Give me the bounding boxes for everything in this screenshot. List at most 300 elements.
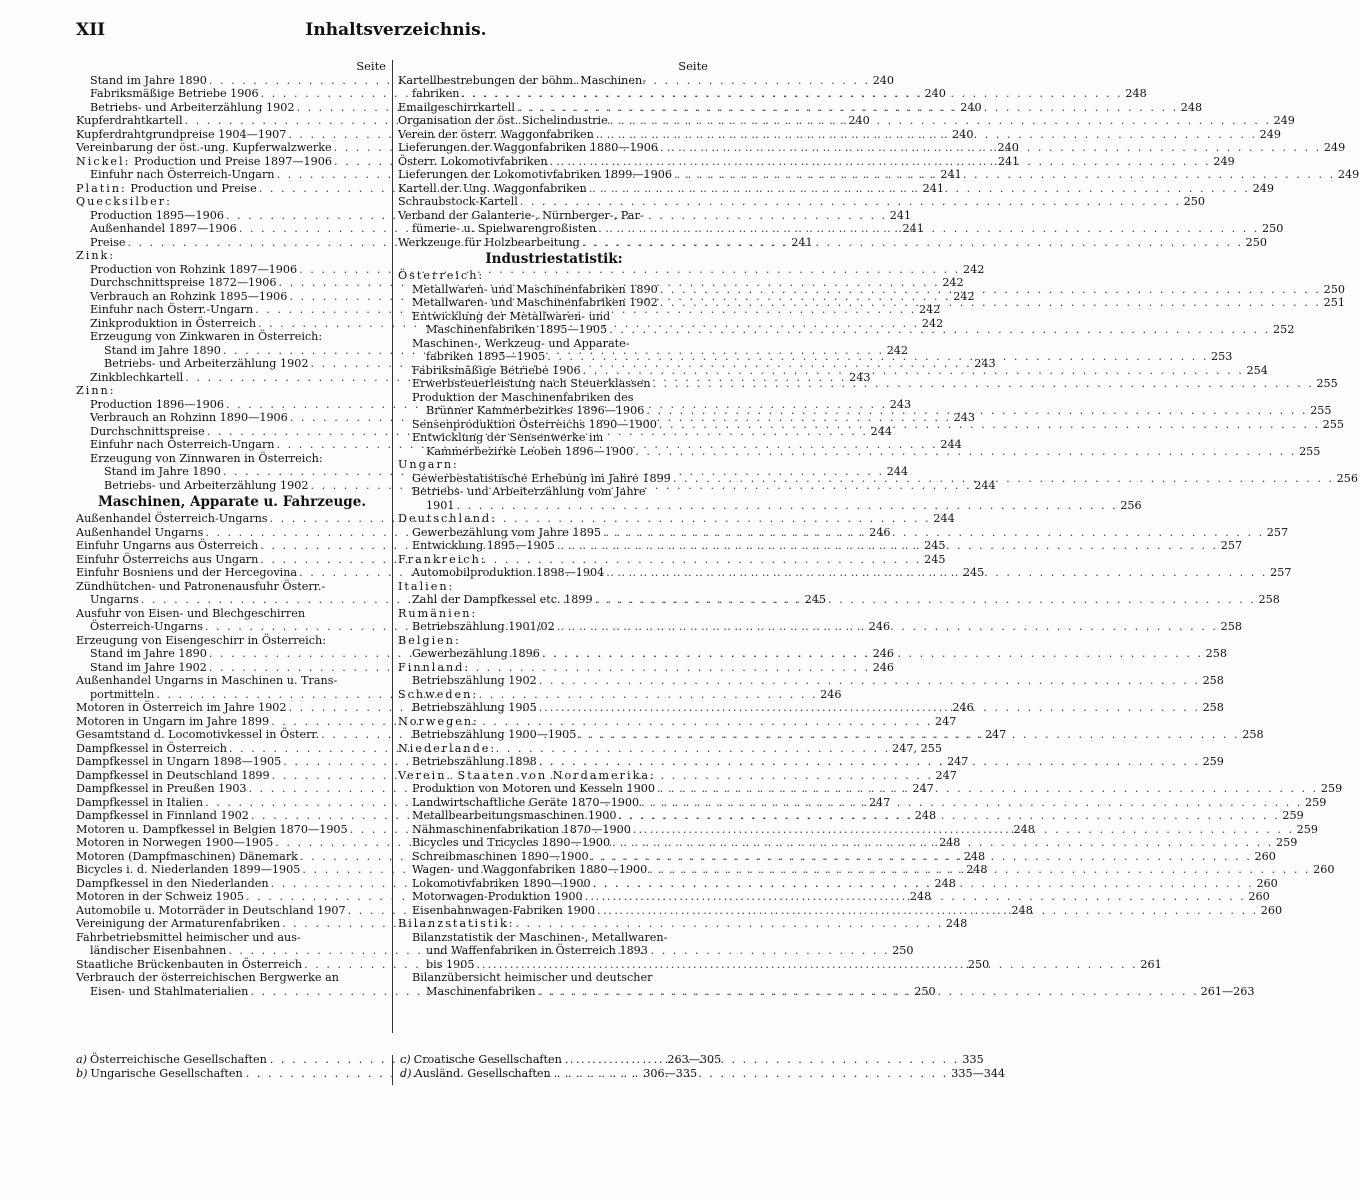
toc-line xyxy=(76,674,388,688)
toc-label: Erwerbsteuerleistung nach Steuerklassen xyxy=(412,377,651,390)
toc-label: Betriebszählung 1898 xyxy=(412,755,537,768)
toc-continuation: Österreich-Ungarns xyxy=(90,620,203,633)
toc-entry xyxy=(398,607,710,621)
leader-dots xyxy=(649,863,1310,877)
toc-line xyxy=(76,931,388,945)
page-ref: 252 xyxy=(1272,323,1295,336)
leader-dots xyxy=(554,1067,949,1081)
toc-category: Zinn: xyxy=(76,384,116,397)
toc-text xyxy=(398,715,479,729)
page-ref: 256 xyxy=(1120,498,1142,512)
toc-text xyxy=(76,836,273,850)
toc-text xyxy=(76,850,298,864)
leader-dots xyxy=(582,236,1243,250)
toc-category: Deutschland: xyxy=(398,512,497,525)
toc-line xyxy=(398,769,710,783)
page-ref: 249 xyxy=(1273,114,1295,127)
page-ref: 246 xyxy=(952,701,974,714)
leader-dots xyxy=(660,141,1321,155)
toc-label: Betriebszählung 1902 xyxy=(412,674,537,687)
toc-label: Außenhandel 1897—1906 xyxy=(90,222,237,235)
toc-line xyxy=(398,715,710,729)
toc-continuation: Ungarns xyxy=(90,593,139,606)
toc-text xyxy=(76,674,337,688)
toc-continuation: Kammerbezirke Leoben 1896—1900 xyxy=(426,444,634,458)
toc-label: Automobilproduktion 1898—1904 xyxy=(412,566,605,579)
page-ref: 242 xyxy=(953,289,975,303)
toc-text xyxy=(104,465,221,479)
page-ref: 248 xyxy=(1180,100,1203,114)
toc-label: Zinkblechkartell xyxy=(90,370,184,384)
page-ref: 255 xyxy=(1316,377,1338,390)
toc-label: Einfuhr Bosniens und der Hercegovina xyxy=(76,566,298,579)
page-ref: 260 xyxy=(1313,863,1335,876)
page-ref: 255 xyxy=(1299,444,1321,458)
footer-letter: a) xyxy=(76,1053,88,1066)
toc-text xyxy=(76,539,258,553)
toc-text xyxy=(412,485,646,499)
toc-text xyxy=(90,168,275,182)
leader-dots xyxy=(603,526,1264,540)
toc-label: Betriebs- und Arbeiterzählung vom Jahre xyxy=(412,485,646,498)
toc-text xyxy=(412,364,581,378)
toc-line xyxy=(412,944,710,958)
toc-continuation: fümerie- u. Spielwarengroßisten xyxy=(412,222,597,235)
page-ref: 242 xyxy=(921,316,944,330)
toc-text xyxy=(90,101,294,115)
page-ref: 260 xyxy=(1248,890,1270,903)
leader-dots xyxy=(660,283,1321,297)
toc-text xyxy=(412,701,537,715)
page-ref: 244 xyxy=(974,478,996,492)
toc-label: Lokomotivfabriken 1890—1900 xyxy=(412,876,591,890)
leader-dots xyxy=(598,222,1259,236)
page-ref: 243 xyxy=(953,411,975,424)
leader-dots xyxy=(565,1053,960,1067)
toc-text xyxy=(412,904,595,918)
toc-line xyxy=(398,195,1205,209)
column-divider xyxy=(392,60,393,1033)
leader-dots xyxy=(557,539,1218,553)
page-number: XII xyxy=(76,20,106,40)
toc-text xyxy=(412,971,652,985)
toc-label: Entwicklung der Metallwaren- und xyxy=(412,309,611,323)
seite-label: Seite xyxy=(678,59,708,73)
toc-label: Durchschnittspreise 1872—1906 xyxy=(90,276,277,289)
toc-label: Stand im Jahre 1890 xyxy=(90,73,207,87)
toc-text xyxy=(398,512,497,526)
toc-text xyxy=(412,539,555,553)
toc-label: Einfuhr nach Österreich-Ungarn xyxy=(90,168,275,181)
toc-line xyxy=(398,269,710,283)
page-ref: 250 xyxy=(1245,235,1268,249)
toc-entry xyxy=(76,330,388,344)
toc-label: Betriebs- und Arbeiterzählung 1902 xyxy=(90,100,295,114)
toc-text xyxy=(412,931,667,945)
toc-text xyxy=(412,310,610,324)
toc-entry xyxy=(398,715,710,729)
page-ref: 247 xyxy=(947,755,969,768)
page-ref: 260 xyxy=(1260,903,1283,917)
toc-label: Zinkproduktion in Österreich xyxy=(90,316,257,330)
toc-category: Verein. Staaten von Nordamerika: xyxy=(398,768,656,782)
page-ref: 245 xyxy=(924,539,946,552)
toc-label: Durchschnittspreise xyxy=(90,424,205,438)
toc-label: Erzeugung von Zinnwaren in Österreich: xyxy=(90,451,323,465)
toc-line xyxy=(76,971,388,985)
toc-entry xyxy=(76,384,388,398)
toc-text xyxy=(76,141,332,155)
toc-text xyxy=(76,823,348,837)
page-ref: 244 xyxy=(940,438,962,451)
toc-line xyxy=(76,384,388,398)
toc-label: Kupferdrahtgrundpreise 1904—1907 xyxy=(76,127,287,141)
footer-letter: d) xyxy=(400,1067,412,1080)
toc-line xyxy=(412,431,710,445)
toc-line xyxy=(412,674,1224,688)
toc-text xyxy=(76,904,346,918)
toc-text xyxy=(90,87,259,101)
page-ref: 247 xyxy=(912,782,934,795)
toc-label: Einfuhr nach Österr.-Ungarn xyxy=(90,303,254,316)
toc-label: Schreibmaschinen 1890—1900 xyxy=(412,849,589,863)
toc-label: Kartell der Ung. Waggonfabriken xyxy=(398,181,587,195)
toc-label: Emailgeschirrkartell xyxy=(398,100,515,114)
leader-dots xyxy=(539,755,1200,769)
page-ref: 246 xyxy=(872,647,895,660)
leader-dots xyxy=(612,836,1273,850)
toc-text xyxy=(90,209,224,223)
toc-label: Motoren in Norwegen 1900—1905 xyxy=(76,836,274,849)
page-ref: 259 xyxy=(1305,795,1327,809)
toc-text xyxy=(412,620,555,634)
page-ref: 240 xyxy=(924,87,946,100)
toc-text xyxy=(76,195,172,209)
toc-text xyxy=(412,755,537,769)
footer-divider xyxy=(392,1055,393,1085)
page-ref: 240 xyxy=(872,73,895,87)
leader-dots xyxy=(595,593,1256,607)
toc-label: Bicycles i. d. Niederlanden 1899—1905 xyxy=(76,863,301,876)
toc-label: Dampfkessel in Italien xyxy=(76,795,204,809)
page-ref: 242 xyxy=(919,303,941,316)
toc-text xyxy=(90,303,253,317)
page-ref: 244 xyxy=(933,512,955,525)
toc-line xyxy=(76,249,388,263)
page-ref: 253 xyxy=(1211,350,1233,363)
leader-dots xyxy=(547,350,1208,364)
toc-text xyxy=(398,182,587,196)
toc-continuation: portmitteln xyxy=(90,687,155,701)
page-ref: 247, 255 xyxy=(892,741,942,755)
toc-text xyxy=(90,317,256,331)
toc-text xyxy=(398,769,656,783)
toc-text xyxy=(412,836,610,850)
page-ref: 255 xyxy=(1310,404,1332,417)
toc-continuation: Eisen- und Stahlmaterialien xyxy=(90,984,249,998)
page-ref: 258 xyxy=(1242,728,1264,741)
toc-label: Metallbearbeitungsmaschinen 1900 xyxy=(412,809,617,822)
toc-text xyxy=(398,168,672,182)
page-ref: 250 xyxy=(1262,222,1284,235)
page-ref: 248 xyxy=(1013,822,1035,836)
leader-dots xyxy=(633,823,1294,837)
toc-text xyxy=(76,249,115,263)
page-ref: 242 xyxy=(962,262,985,276)
toc-line xyxy=(398,209,710,223)
page-ref: 241 xyxy=(997,154,1020,168)
footer-entry xyxy=(400,1067,1006,1081)
toc-text xyxy=(398,917,515,931)
toc-line xyxy=(398,553,710,567)
toc-label: Dampfkessel in Deutschland 1899 xyxy=(76,768,270,782)
toc-label: Stand im Jahre 1890 xyxy=(104,465,221,478)
toc-line xyxy=(398,458,710,472)
page-ref: 240 xyxy=(848,114,870,127)
toc-label: Kupferdrahtkartell xyxy=(76,114,183,127)
page-ref: 263—305 xyxy=(667,1053,722,1066)
toc-entry xyxy=(76,452,388,466)
toc-label: Production von Rohzink 1897—1906 xyxy=(90,262,298,276)
toc-label: Verband der Galanterie-, Nürnberger-, Par- xyxy=(398,208,644,222)
footer-entry xyxy=(400,1053,984,1067)
toc-label: Österr. Lokomotivfabriken xyxy=(398,154,548,168)
page-ref: 245 xyxy=(924,552,946,566)
toc-label: Betriebs- und Arbeiterzählung 1902 xyxy=(104,357,309,370)
toc-text xyxy=(398,607,477,621)
toc-text xyxy=(412,796,639,810)
leader-dots xyxy=(462,87,1123,101)
page-ref: 246 xyxy=(872,660,895,674)
page-ref: 249 xyxy=(1323,141,1346,154)
leader-dots xyxy=(653,377,1314,391)
toc-line xyxy=(90,330,388,344)
page-ref: 254 xyxy=(1246,363,1268,377)
page-ref: 242 xyxy=(942,276,964,289)
toc-entry xyxy=(76,249,388,263)
page-ref: 244 xyxy=(870,424,892,438)
page-ref: 258 xyxy=(1258,593,1280,606)
leader-dots xyxy=(583,364,1244,378)
toc-text xyxy=(90,452,323,466)
section-heading: Industriestatistik: xyxy=(485,251,623,267)
page-ref: 251 xyxy=(1323,296,1345,309)
toc-text xyxy=(412,472,671,486)
toc-label: Dampfkessel in den Niederlanden xyxy=(76,876,269,890)
page-ref: 244 xyxy=(886,465,909,478)
page-ref: 241 xyxy=(922,181,944,195)
toc-text xyxy=(76,182,257,196)
toc-text xyxy=(76,782,247,796)
toc-label: Zündhütchen- und Patronenausfuhr Österr.- xyxy=(76,579,326,593)
toc-label: Verbrauch an Rohzink 1895—1906 xyxy=(90,289,288,303)
toc-label: Ausfuhr von Eisen- und Blechgeschirren xyxy=(76,606,306,620)
toc-label: Metallwaren- und Maschinenfabriken 1890 xyxy=(412,282,658,296)
page-ref: 248 xyxy=(1125,87,1147,100)
toc-label: Bilanzstatistik der Maschinen-, Metallwaren- xyxy=(412,930,668,944)
page-ref: 259 xyxy=(1282,809,1304,822)
page-ref: 248 xyxy=(963,849,986,863)
leader-dots xyxy=(578,728,1239,742)
toc-line xyxy=(90,452,388,466)
toc-line xyxy=(412,498,1142,513)
toc-label: Einfuhr Österreichs aus Ungarn xyxy=(76,552,259,566)
toc-label: Zahl der Dampfkessel etc. 1899 xyxy=(412,593,593,606)
toc-continuation: und Waffenfabriken in Österreich 1893 xyxy=(426,944,648,957)
page-ref: 259 xyxy=(1275,836,1298,849)
toc-continuation: fabriken 1895—1905 xyxy=(426,350,546,363)
toc-line xyxy=(412,337,710,351)
page-ref: 250 xyxy=(914,984,936,998)
toc-label: Einfuhr Ungarns aus Österreich xyxy=(76,539,259,552)
toc-text xyxy=(76,755,281,769)
toc-entry xyxy=(398,674,1224,688)
toc-label: Einfuhr nach Österreich-Ungarn xyxy=(90,438,275,451)
toc-text xyxy=(412,526,601,540)
toc-text xyxy=(76,931,301,945)
toc-text xyxy=(398,101,515,115)
toc-text xyxy=(412,674,537,688)
toc-text xyxy=(90,74,207,88)
page-ref: 241 xyxy=(902,222,924,235)
leader-dots xyxy=(596,128,1257,142)
page-ref: 250 xyxy=(1183,195,1205,208)
leader-dots xyxy=(646,404,1307,418)
toc-category: Zink: xyxy=(76,249,116,262)
page-ref: 250 xyxy=(967,957,990,971)
leader-dots xyxy=(659,418,1320,432)
toc-label: Erzeugung von Eisengeschirr in Österreich: xyxy=(76,633,326,647)
page-ref: 245 xyxy=(804,593,826,606)
toc-text xyxy=(76,971,339,985)
page-ref: 260 xyxy=(1254,849,1276,863)
footer-label: Croatische Gesellschaften xyxy=(413,1053,562,1066)
toc-label: Bilanzübersicht heimischer und deutscher xyxy=(412,971,653,984)
toc-continuation: ländischer Eisenbahnen xyxy=(90,944,227,957)
toc-entry xyxy=(398,269,710,283)
toc-text xyxy=(90,425,205,439)
toc-label: Stand im Jahre 1890 xyxy=(90,647,207,660)
toc-text xyxy=(90,647,207,661)
toc-line xyxy=(398,688,710,702)
toc-text xyxy=(412,337,630,351)
page-ref: 306—335 xyxy=(643,1067,698,1080)
toc-line xyxy=(398,607,710,621)
toc-text xyxy=(76,958,302,972)
toc-text xyxy=(90,438,275,452)
toc-label: Production und Preise 1897—1906 xyxy=(133,154,333,168)
toc-text xyxy=(412,431,603,445)
toc-text xyxy=(398,236,580,250)
page-ref: 259 xyxy=(1202,755,1224,768)
toc-continuation: 1901 xyxy=(426,498,455,512)
toc-label: Motoren in der Schweiz 1905 xyxy=(76,890,245,903)
toc-text xyxy=(398,141,658,155)
leader-dots xyxy=(674,168,1335,182)
toc-text xyxy=(104,479,308,493)
toc-label: Stand im Jahre 1890 xyxy=(104,343,221,357)
leader-dots xyxy=(591,850,1252,864)
toc-text xyxy=(76,863,300,877)
toc-entry xyxy=(398,512,710,526)
toc-text xyxy=(398,155,548,169)
toc-line xyxy=(398,580,710,594)
toc-line xyxy=(76,607,388,621)
toc-category: Bilanzstatistik: xyxy=(398,917,515,930)
toc-line xyxy=(412,931,710,945)
toc-text xyxy=(398,458,459,472)
leader-dots xyxy=(537,985,1198,999)
toc-continuation: Maschinenfabriken 1895—1905 xyxy=(426,323,608,336)
page-ref: 257 xyxy=(1266,525,1289,539)
toc-label: Vereinigung der Armaturenfabriken xyxy=(76,917,281,930)
toc-label: Außenhandel Österreich-Ungarns xyxy=(76,512,268,525)
toc-text xyxy=(412,863,647,877)
leader-dots xyxy=(539,674,1200,688)
toc-label: Fahrbetriebsmittel heimischer und aus- xyxy=(76,930,301,944)
toc-text xyxy=(76,796,203,810)
toc-label: Gewerbestatistische Erhebung im Jahre 1899 xyxy=(412,471,671,485)
page-ref: 256 xyxy=(1336,471,1358,485)
toc-text xyxy=(104,344,221,358)
toc-label: Sensenproduktion Österreichs 1890—1900 xyxy=(412,417,657,431)
leader-dots xyxy=(477,958,1138,972)
toc-label: Preise xyxy=(90,235,126,249)
toc-label: Lieferungen der Lokomotivfabriken 1899—1906 xyxy=(398,168,672,181)
toc-category: Niederlande: xyxy=(398,741,497,755)
toc-text xyxy=(398,269,484,283)
toc-label: Motoren in Österreich im Jahre 1902 xyxy=(76,701,287,714)
toc-text xyxy=(76,769,270,783)
toc-text xyxy=(412,823,631,837)
page-ref: 258 xyxy=(1202,701,1224,714)
toc-text xyxy=(90,661,207,675)
toc-text xyxy=(90,411,288,425)
toc-entry xyxy=(398,742,710,756)
toc-text xyxy=(90,276,276,290)
page-ref: 255 xyxy=(1322,417,1345,431)
toc-text xyxy=(412,850,589,864)
toc-text xyxy=(90,398,224,412)
toc-entry xyxy=(76,634,388,648)
toc-line xyxy=(412,391,710,405)
toc-label: Betriebszählung 1900—1905 xyxy=(412,728,577,741)
toc-continuation: bis 1905 xyxy=(426,957,475,971)
toc-label: Produktion von Motoren und Kesseln 1900 xyxy=(412,782,656,795)
toc-label: Produktion der Maschinenfabriken des xyxy=(412,390,634,404)
toc-text xyxy=(412,377,651,391)
toc-line xyxy=(398,661,710,675)
toc-text xyxy=(412,782,655,796)
toc-text xyxy=(76,566,297,580)
toc-text xyxy=(76,512,268,526)
toc-label: Bicycles und Tricycles 1890—1900 xyxy=(412,836,611,849)
footer-letter: c) xyxy=(400,1053,411,1066)
toc-text xyxy=(76,890,244,904)
toc-label: Verbrauch an Rohzinn 1890—1906 xyxy=(90,411,288,424)
page-ref: 248 xyxy=(914,809,937,822)
toc-label: Verbrauch der österreichischen Bergwerke an xyxy=(76,971,339,984)
toc-text xyxy=(398,742,496,756)
toc-text xyxy=(90,222,237,236)
leader-dots xyxy=(641,796,1302,810)
toc-label: Entwicklung 1895—1905 xyxy=(412,539,555,552)
toc-label: Staatliche Brückenbauten in Österreich xyxy=(76,957,303,971)
toc-label: Landwirtschaftliche Geräte 1870—1900 xyxy=(412,795,640,809)
toc-line xyxy=(412,310,710,324)
toc-label: Entwicklung der Sensenwerke im xyxy=(412,431,604,444)
toc-continuation: fabriken xyxy=(412,87,460,100)
